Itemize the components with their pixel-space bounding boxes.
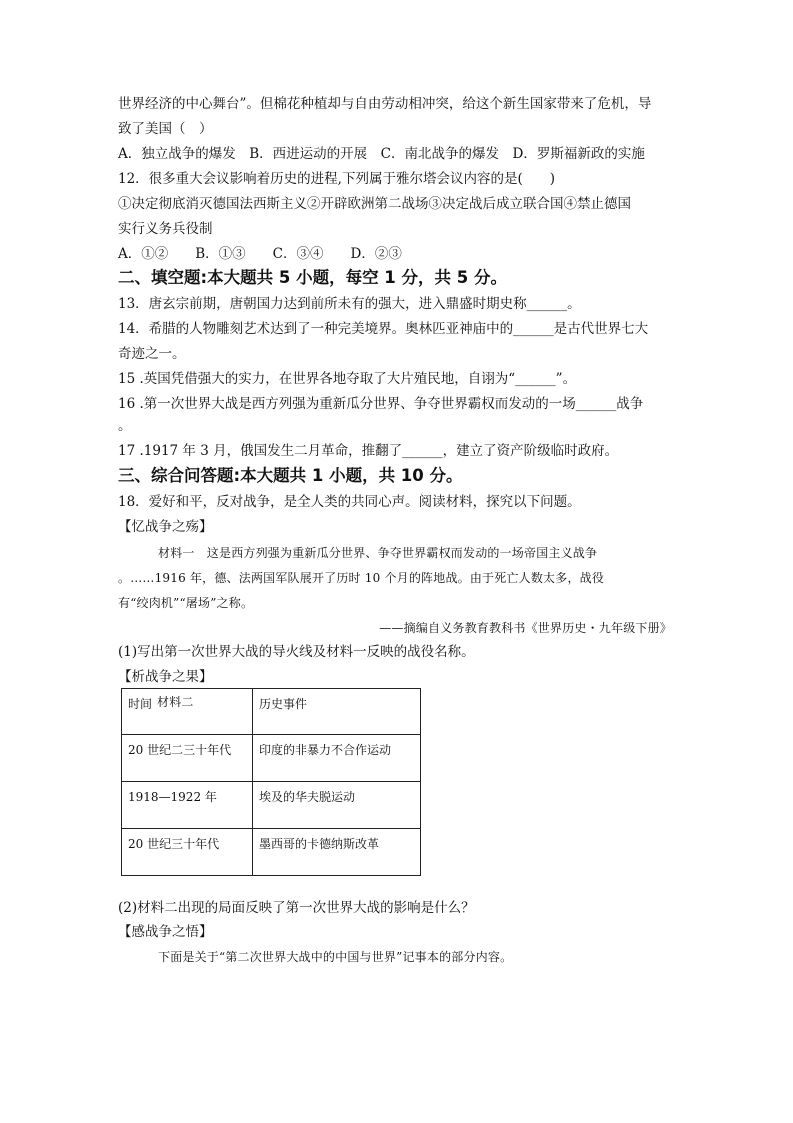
material-1-line-3: 有“绞肉机”“屠场”之称。 xyxy=(118,596,254,610)
table-row xyxy=(122,782,421,829)
question-18-stem: 18．爱好和平，反对战争，是全人类的共同心声。阅读材料，探究以下问题。 xyxy=(118,494,581,510)
question-13: 13．唐玄宗前期，唐朝国力达到前所未有的强大，进入鼎盛时期史称______。 xyxy=(118,296,581,312)
table-cell: 20 世纪二三十年代 xyxy=(122,735,253,782)
question-15: 15 .英国凭借强大的实力，在世界各地夺取了大片殖民地，自诩为“______”。 xyxy=(118,371,577,387)
table-row xyxy=(122,829,421,876)
table-header-event: 历史事件 xyxy=(253,689,421,735)
table-cell: 墨西哥的卡德纳斯改革 xyxy=(253,829,421,876)
question-17: 17 .1917 年 3 月，俄国发生二月革命，推翻了______，建立了资产阶级临时政府。 xyxy=(118,443,619,459)
section-2-heading: 二、填空题:本大题共 5 小题，每空 1 分，共 5 分。 xyxy=(118,268,508,287)
question-14-line-1: 14．希腊的人物雕刻艺术达到了一种完美境界。奥林匹亚神庙中的______是古代世界七大 xyxy=(118,321,649,337)
material-2-table xyxy=(121,688,421,876)
table-header-row xyxy=(122,689,421,735)
question-11-text-line-2: 致了美国（ ） xyxy=(118,121,213,137)
section-3-heading: 三、综合问答题:本大题共 1 小题，共 10 分。 xyxy=(118,466,463,485)
question-12-stem: 12．很多重大会议影响着历史的进程,下列属于雅尔塔会议内容的是( ) xyxy=(118,171,556,187)
question-16-line-1: 16 .第一次世界大战是西方列强为重新瓜分世界、争夺世界霸权而发动的一场______战争 xyxy=(118,396,644,412)
question-14-line-2: 奇迹之一。 xyxy=(118,346,186,362)
table-header-time: 时间 xyxy=(122,689,253,735)
table-cell: 20 世纪三十年代 xyxy=(122,829,253,876)
question-11-text-line-1: 世界经济的中心舞台”。但棉花种植却与自由劳动相冲突，给这个新生国家带来了危机，导 xyxy=(118,96,652,112)
table-cell: 1918—1922 年 xyxy=(122,782,253,829)
table-cell: 印度的非暴力不合作运动 xyxy=(253,735,421,782)
question-18-part-2: (2)材料二出现的局面反映了第一次世界大战的影响是什么？ xyxy=(118,900,475,916)
subheading-analyze-war: 【析战争之果】 xyxy=(118,669,213,685)
subheading-recall-war: 【忆战争之殇】 xyxy=(118,519,213,535)
material-1-source: ——摘编自义务教育教科书《世界历史・九年级下册》 xyxy=(379,621,672,635)
table-row xyxy=(122,735,421,782)
material-1-line-1: 材料一 这是西方列强为重新瓜分世界、争夺世界霸权而发动的一场帝国主义战争 xyxy=(158,546,598,560)
question-16-line-2: 。 xyxy=(118,418,132,434)
question-12-items-line-2: 实行义务兵役制 xyxy=(118,221,213,237)
subheading-feel-war: 【感战争之悟】 xyxy=(118,924,213,940)
material-3-intro: 下面是关于“第二次世界大战中的中国与世界”记事本的部分内容。 xyxy=(158,950,513,964)
question-12-items-line-1: ①决定彻底消灭德国法西斯主义②开辟欧洲第二战场③决定战后成立联合国④禁止德国 xyxy=(118,196,631,212)
question-12-options: A．①② B．①③ C．③④ D．②③ xyxy=(118,246,402,262)
table-cell: 埃及的华夫脱运动 xyxy=(253,782,421,829)
material-1-line-2: 。……1916 年，德、法两国军队展开了历时 10 个月的阵地战。由于死亡人数太多，战役 xyxy=(118,571,605,585)
material-2-label: 材料二 xyxy=(157,695,194,709)
question-18-part-1: (1)写出第一次世界大战的导火线及材料一反映的战役名称。 xyxy=(118,644,475,660)
question-11-options: A．独立战争的爆发 B．西进运动的开展 C．南北战争的爆发 D．罗斯福新政的实施 xyxy=(118,146,645,162)
